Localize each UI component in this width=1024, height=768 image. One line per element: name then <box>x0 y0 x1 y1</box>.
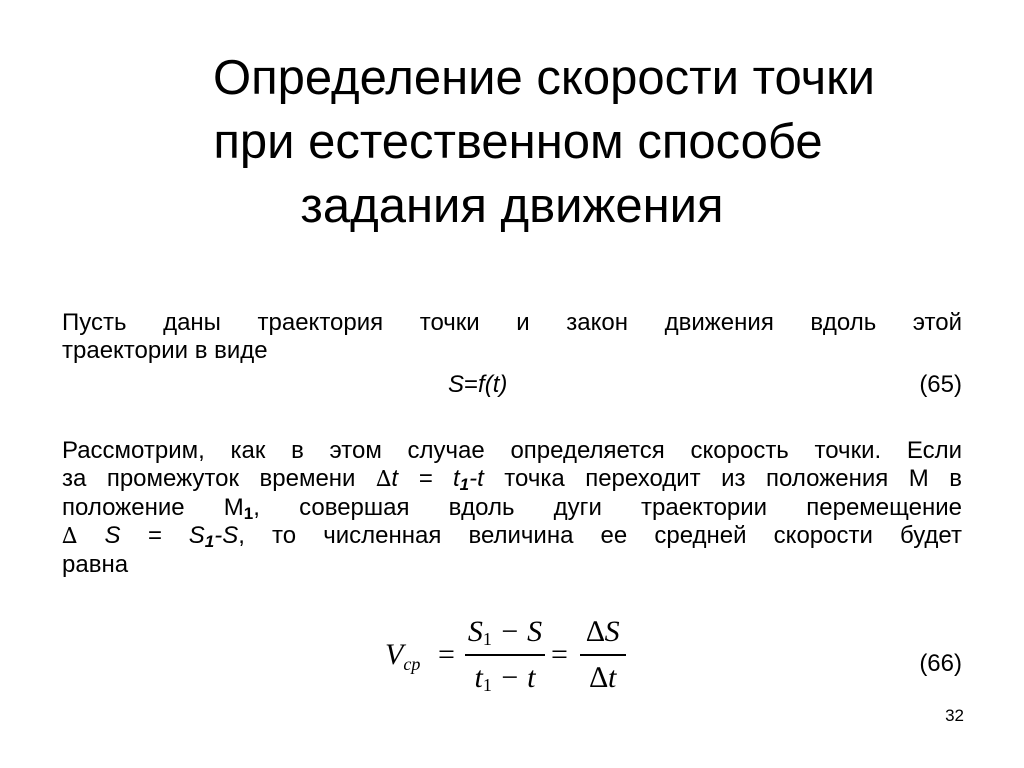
eq65-rhs: f(t) <box>478 371 508 398</box>
p2-text: , совершая вдоль дуги траектории перемещение <box>253 494 962 521</box>
num1-s: S <box>467 615 483 648</box>
p2-subscript: 1 <box>459 475 470 494</box>
fraction-1 <box>465 612 545 698</box>
slide-title <box>0 46 1024 238</box>
p2-text: положение М <box>62 494 244 521</box>
num2: ∆S <box>586 615 620 648</box>
title-line-1: Определение скорости точки <box>212 51 875 105</box>
paragraph-1-line-2: траектории в виде <box>62 337 268 364</box>
den2: ∆t <box>589 661 617 694</box>
eq65-s: S <box>448 371 465 398</box>
den1-sub: 1 <box>482 675 492 695</box>
paragraph-2-line-2 <box>62 465 962 494</box>
fraction-1-bar <box>465 654 545 656</box>
equals-sign-1: = <box>438 638 455 671</box>
equation-65-expression <box>448 371 507 399</box>
p2-formula: t = t <box>391 465 460 492</box>
paragraph-2-line-5: равна <box>62 551 129 578</box>
paragraph-2-line-3 <box>62 494 962 522</box>
p2-text: за промежуток времени <box>62 465 376 492</box>
fraction-1-denominator <box>465 658 545 698</box>
fraction-2-numerator <box>580 612 626 652</box>
equation-65-number: (65) <box>919 371 962 398</box>
num1-rest: − S <box>491 615 543 648</box>
delta-symbol: ∆ <box>375 467 392 492</box>
page-number: 32 <box>945 706 964 725</box>
paragraph-2-line-4 <box>62 522 962 551</box>
equals-sign-2: = <box>551 638 568 671</box>
fraction-2 <box>580 612 626 698</box>
den1-t: t <box>474 661 483 694</box>
num1-sub: 1 <box>482 629 492 649</box>
eq65-equals: = <box>464 371 479 398</box>
equation-66-number: (66) <box>919 650 962 677</box>
fraction-2-denominator <box>580 658 626 698</box>
p2-formula: S = S <box>77 522 205 549</box>
paragraph-2 <box>62 437 962 579</box>
p2-formula: -S <box>214 522 239 549</box>
fraction-2-bar <box>580 654 626 656</box>
v-letter: V <box>385 638 404 671</box>
paragraph-2-line-1: Рассмотрим, как в этом случае определяется скорость точки. Если <box>62 437 962 464</box>
p2-subscript: 1 <box>204 532 215 551</box>
p2-formula: -t <box>469 465 484 492</box>
title-line-3: задания движения <box>300 179 724 233</box>
paragraph-1-line-1: Пусть даны траектория точки и закон движения вдоль этой <box>62 309 962 336</box>
den1-rest: − t <box>491 661 536 694</box>
v-subscript: cp <box>403 654 421 674</box>
delta-symbol: ∆ <box>62 524 78 549</box>
p2-text: точка переходит из положения М в <box>483 465 962 492</box>
p2-text: , то численная величина ее средней скорости будет <box>238 522 962 549</box>
p2-subscript: 1 <box>243 504 254 523</box>
paragraph-1 <box>62 309 962 365</box>
velocity-symbol <box>385 638 420 675</box>
fraction-1-numerator <box>465 612 545 652</box>
title-line-2: при естественном способе <box>213 115 823 169</box>
